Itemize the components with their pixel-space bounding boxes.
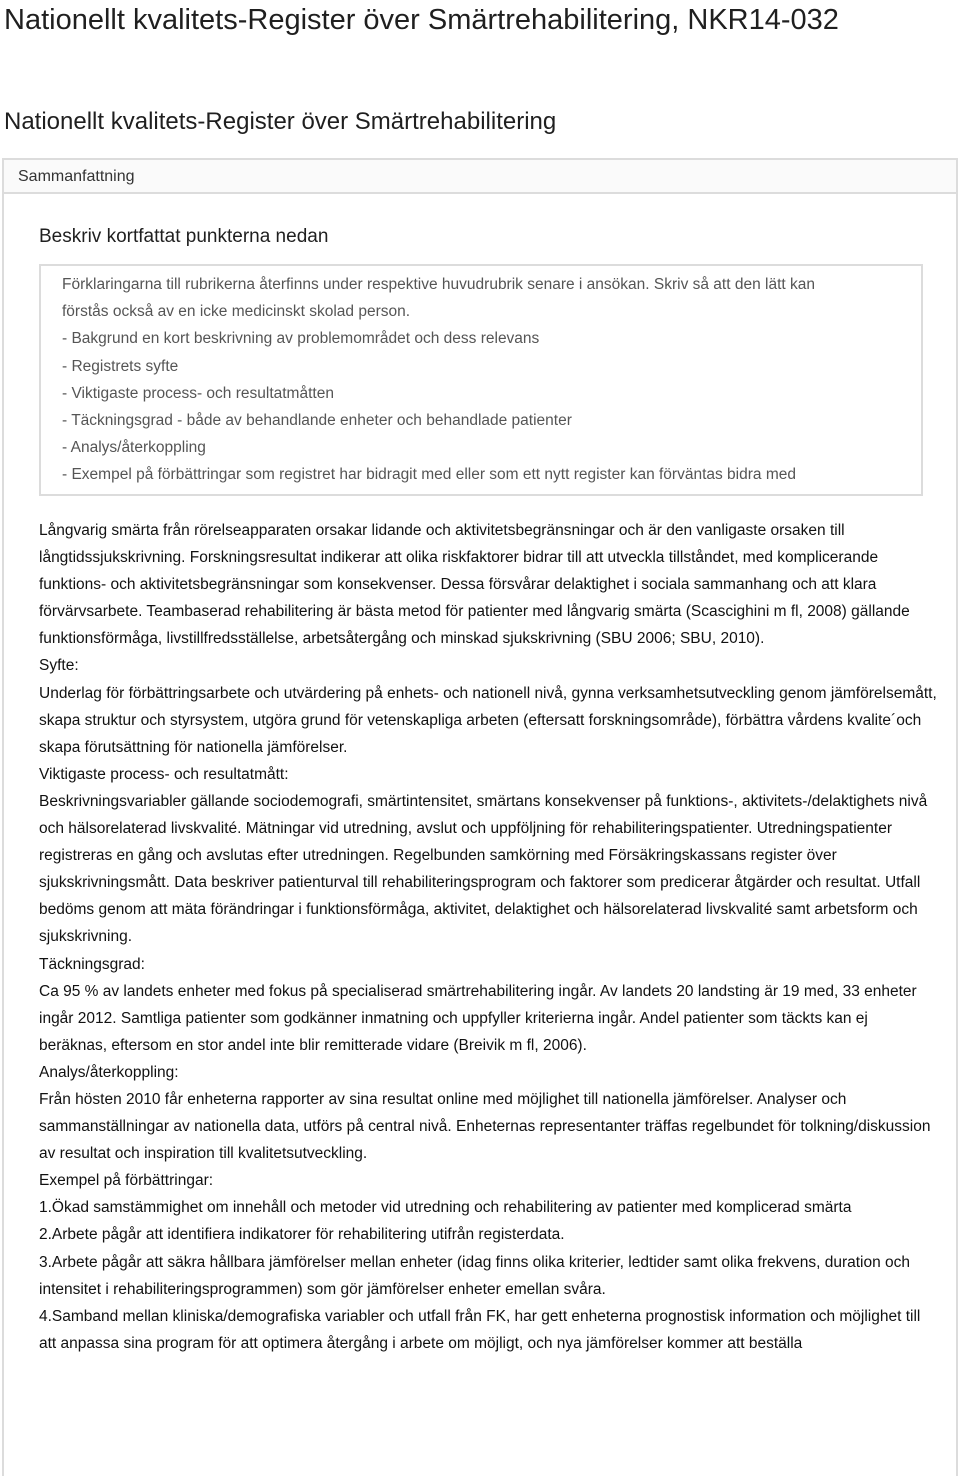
- help-line: Förklaringarna till rubrikerna återfinns under respektive huvudrubrik senare i ansökan. Skriv så att den lätt kan: [62, 276, 815, 293]
- section-header: Sammanfattning: [4, 160, 956, 194]
- improvement-item: 2.Arbete pågår att identifiera indikatorer för rehabilitering utifrån registerdata.: [39, 1226, 565, 1244]
- answer-text: [39, 517, 939, 1357]
- help-text-box: [39, 264, 923, 496]
- help-line: - Viktigaste process- och resultatmåtten: [62, 384, 334, 402]
- answer-paragraph-analysis: Från hösten 2010 får enheterna rapporter av sina resultat online med möjlighet till nationella jämförelser. Analyser och sammanställningar av nationella data, utförs på central nivå. Enheternas representanter träffas regelbundet för tolkning/diskussion av resultat och inspiration till kvalitetsutveckling.: [39, 1090, 931, 1163]
- register-name-heading: Nationellt kvalitets-Register över Smärtrehabilitering: [4, 108, 557, 135]
- improvement-item: 4.Samband mellan kliniska/demografiska variabler och utfall från FK, har gett enheterna prognostisk information och möjlighet till att anpassa sina program för att optimera återgång i arbete om möjligt, och nya jämförelser kommer att beställa: [39, 1307, 921, 1352]
- answer-heading-improvements: Exempel på förbättringar:: [39, 1172, 214, 1190]
- answer-paragraph-purpose: Underlag för förbättringsarbete och utvärdering på enhets- och nationell nivå, gynna verksamhetsutveckling genom jämförelsemått, skapa struktur och styrsystem, utgöra grund för vetenskapliga arbeten (eftersatt forskningsområde), förbättra vårdens kvalite´och skapa förutsättning för nationella jämförelser.: [39, 684, 937, 756]
- improvement-item: 3.Arbete pågår att säkra hållbara jämförelser mellan enheter (idag finns olika kriterier, ledtider samt olika frekvens, duration och intensitet i rehabiliteringsprogrammen) som gör jämförelser enheter emellan svåra.: [39, 1253, 911, 1298]
- question-label: Beskriv kortfattat punkterna nedan: [39, 226, 329, 247]
- answer-heading-coverage: Täckningsgrad:: [39, 955, 145, 973]
- improvement-item: 1.Ökad samstämmighet om innehåll och metoder vid utredning och rehabilitering av patienter med komplicerad smärta: [39, 1199, 852, 1217]
- help-line: - Analys/återkoppling: [62, 439, 206, 457]
- help-line: - Bakgrund en kort beskrivning av problemområdet och dess relevans: [62, 330, 540, 348]
- answer-paragraph-coverage: Ca 95 % av landets enheter med fokus på specialiserad smärtrehabilitering ingår. Av landets 20 landsting är 19 med, 33 enheter ingår 2012. Samtliga patienter som godkänner inmatning och uppfyller kriterierna ingår. Andel patienter som täckts kan ej beräknas, eftersom en stor andel inte blir remitterade vidare (Breivik m fl, 2006).: [39, 982, 917, 1054]
- help-line: - Täckningsgrad - både av behandlande enheter och behandlade patienter: [62, 412, 572, 430]
- help-line: - Registrets syfte: [62, 357, 179, 375]
- help-line: förstås också av en icke medicinskt skolad person.: [62, 303, 411, 321]
- answer-heading-analysis: Analys/återkoppling:: [39, 1063, 179, 1081]
- answer-heading-measures: Viktigaste process- och resultatmått:: [39, 765, 289, 783]
- answer-paragraph-measures: Beskrivningsvariabler gällande sociodemografi, smärtintensitet, smärtans konsekvenser på funktions-, aktivitets-/delaktighets nivå och hälsorelaterad livskvalité. Mätningar vid utredning, avslut och uppföljning för rehabiliteringspatienter. Utredningspatienter registreras en gång och avslutas efter utredningen. Regelbunden samkörning med Försäkringskassans register över sjukskrivningsmått. Data beskriver patienturval till rehabiliteringsprogram och faktorer som predicerar åtgärder och resultat. Utfall bedöms genom att mäta förändringar i funktionsförmåga, aktivitet, delaktighet och hälsorelaterad livskvalité samt arbetsform och sjukskrivning.: [39, 792, 928, 946]
- answer-paragraph-background: Långvarig smärta från rörelseapparaten orsakar lidande och aktivitetsbegränsningar och är den vanligaste orsaken till långtidssjukskrivning. Forskningsresultat indikerar att olika riskfaktorer bidrar till att utveckla tillståndet, med komplicerande funktions- och aktivitetsbegränsningar som konsekvenser. Dessa försvårar delaktighet i sociala sammanhang och att klara förvärvsarbete. Teambaserad rehabilitering är bästa metod för patienter med långvarig smärta (Scascighini m fl, 2008) gällande funktionsförmåga, livstillfredsställelse, arbetsåtergång och minskad sjukskrivning (SBU 2006; SBU, 2010).: [39, 522, 910, 648]
- page-title: Nationellt kvalitets-Register över Smärtrehabilitering, NKR14-032: [4, 4, 839, 36]
- answer-heading-purpose: Syfte:: [39, 657, 79, 675]
- help-line: - Exempel på förbättringar som registret har bidragit med eller som ett nytt register kan förväntas bidra med: [62, 466, 796, 484]
